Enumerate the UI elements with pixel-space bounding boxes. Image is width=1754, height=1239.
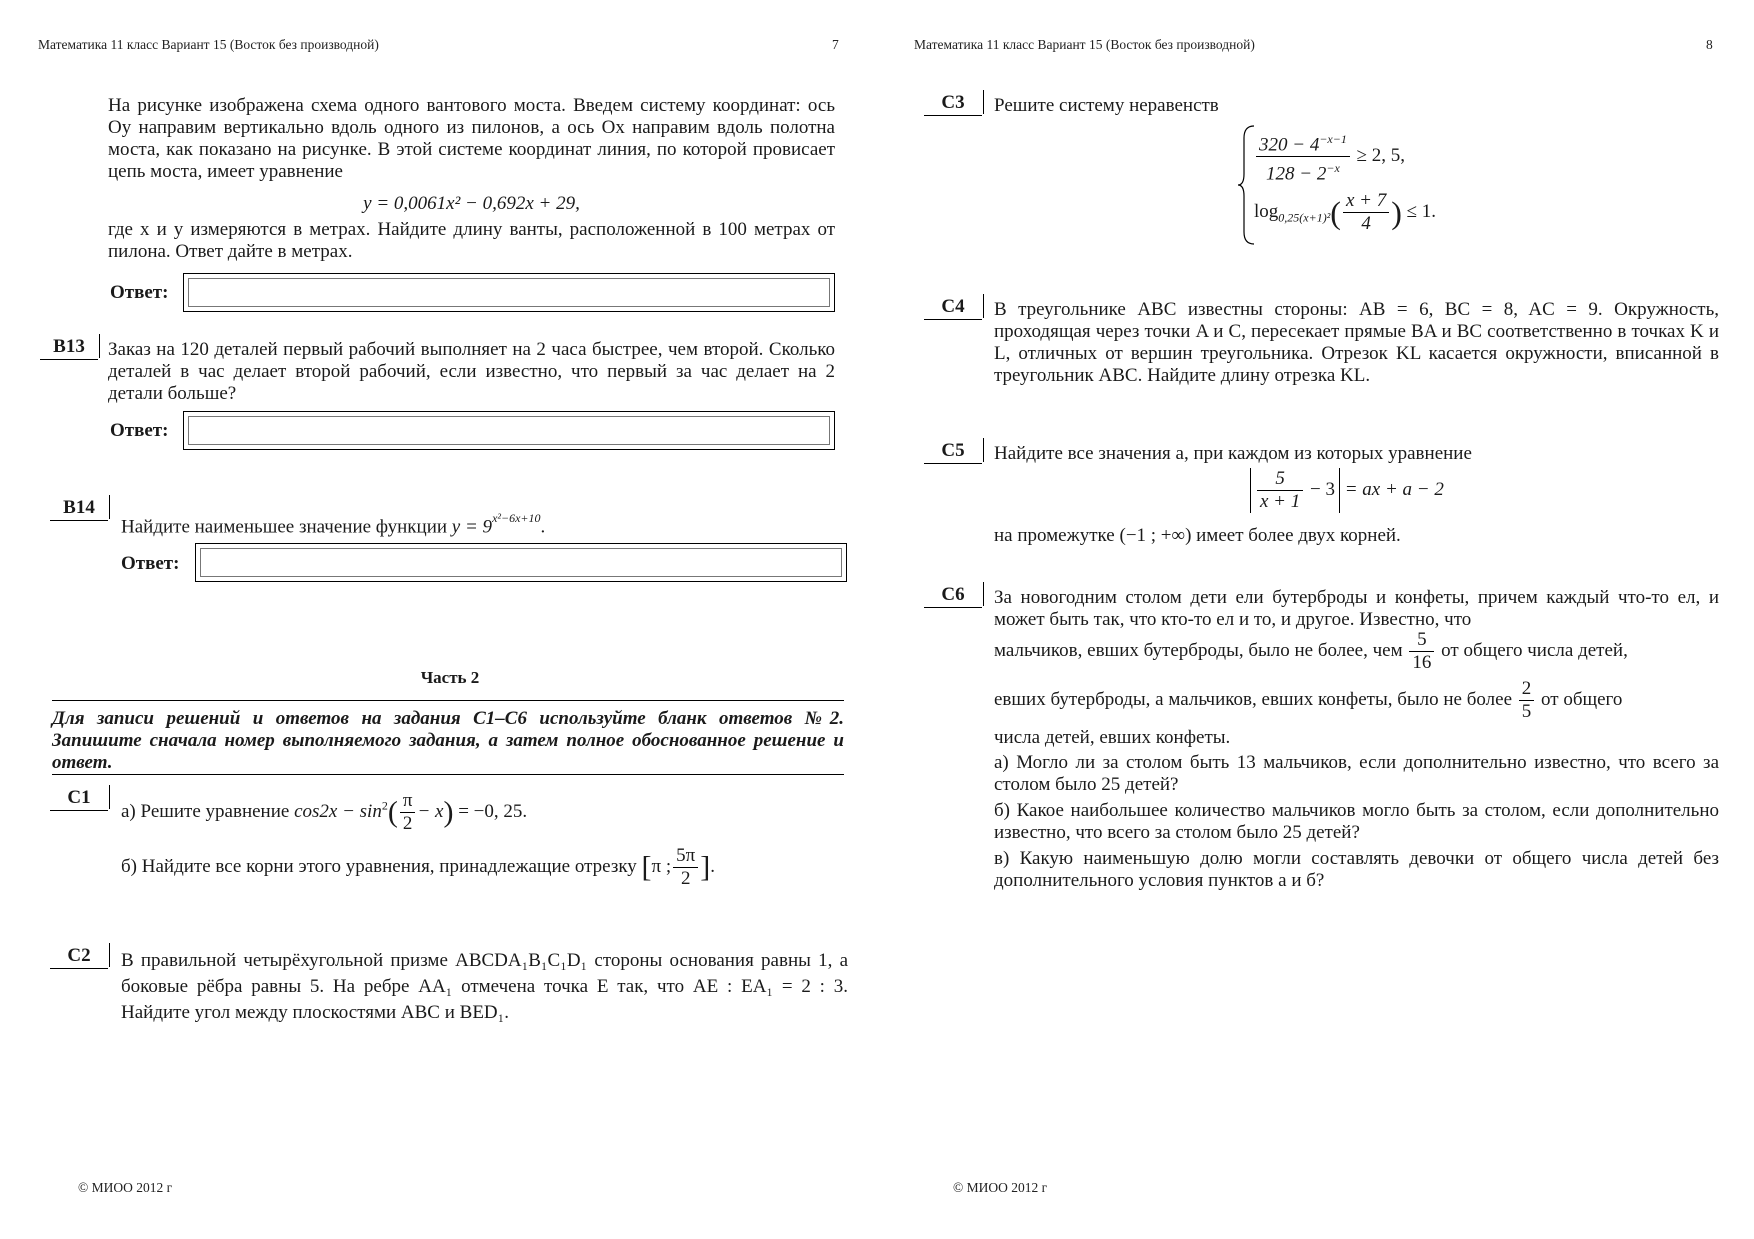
- c2-text: В правильной четырёхугольной призме ABCDA₁B₁C₁D₁ стороны основания равны 1, а боковые рёбра равны 5. На ребре AA₁ отмечена точка E так, что AE : EA₁ = 2 : 3. Найдите угол между плоскостями ABC и BED₁.: [121, 950, 848, 1023]
- c6-line2: мальчиков, евших бутерброды, было не более, чем $\frac{5}{16}$ от общего числа детей,: [994, 629, 1628, 673]
- c3-number: C3: [924, 92, 982, 116]
- b14-answer-label: Ответ:: [121, 553, 180, 574]
- c2-number: C2: [50, 945, 108, 969]
- part2-title: Часть 2: [420, 668, 480, 687]
- b14-exponent: x²−6x+10: [492, 511, 541, 525]
- c3-text: Решите систему неравенств: [994, 95, 1219, 116]
- c5-equation: $\frac{5}{x + 1}$ − 3 = ax + a − 2: [1250, 468, 1444, 513]
- c1-b-line: б) Найдите все корни этого уравнения, принадлежащие отрезку [π ; $\frac{5\pi}{2}$ ].: [121, 845, 716, 889]
- c6-text4: числа детей, евших конфеты.: [994, 727, 1231, 748]
- right-page-number: 8: [1706, 37, 1713, 52]
- b13-answer-label: Ответ:: [110, 420, 169, 441]
- c6-line3: евших бутерброды, а мальчиков, евших конфеты, было не более $\frac{2}{5}$ от общего: [994, 678, 1623, 722]
- c6-part-c: в) Какую наименьшую долю могли составлять девочки от общего числа детей без дополнительного условия пунктов а и б?: [994, 848, 1719, 891]
- c1-a-formula-1: cos2x − sin: [294, 800, 382, 822]
- c1-number: C1: [50, 787, 108, 811]
- left-header: Математика 11 класс Вариант 15 (Восток без производной): [38, 37, 379, 52]
- b12-answer-label: Ответ:: [110, 282, 169, 303]
- c4-number: C4: [924, 296, 982, 320]
- c6-text1: За новогодним столом дети ели бутерброды и конфеты, причем каждый что-то ел, и может быть так, что кто-то ел и то, и другое. Известно, что: [994, 587, 1719, 630]
- c3-ineq-2: $\log_{0,25(x+1)^2}$( $\frac{x + 7}{4}$ ) ≤ 1.: [1254, 190, 1437, 234]
- c6-part-a: а) Могло ли за столом быть 13 мальчиков, если дополнительно известно, что всего за столом было 25 детей?: [994, 752, 1719, 795]
- c1-a-line: а) Решите уравнение $\cos 2x - \sin^2$( $\frac{\pi}{2}$ − x) = −0, 25.: [121, 790, 528, 834]
- c1-a-formula-3: = −0, 25.: [458, 800, 528, 822]
- b13-text: Заказ на 120 деталей первый рабочий выполняет на 2 часа быстрее, чем второй. Сколько деталей в час делает второй рабочий, если известно, что первый за час делает на 2 детали больше?: [108, 339, 835, 404]
- c1-b-fraction: $\frac{5\pi}{2}$: [673, 845, 698, 890]
- c6-number: C6: [924, 584, 982, 608]
- c3-ineq-1: $\frac{320 - 4^{-x-1}}{128 - 2^{-x}}$ ≥ 2, 5,: [1254, 128, 1405, 186]
- c4-text: В треугольнике ABC известны стороны: AB = 6, BC = 8, AC = 9. Окружность, проходящая через точки A и C, пересекает прямые BA и BC соответственно в точках K и L, отличных от вершин треугольника. Отрезок KL касается окружности, вписанной в треугольник ABC. Найдите длину отрезка KL.: [994, 299, 1719, 386]
- c5-text2: на промежутке (−1 ; +∞) имеет более двух корней.: [994, 525, 1401, 546]
- part2-bottom-rule: [52, 774, 844, 775]
- right-header: Математика 11 класс Вариант 15 (Восток без производной): [914, 37, 1255, 52]
- b12-formula: y = 0,0061x² − 0,692x + 29,: [363, 193, 580, 214]
- b14-text: Найдите наименьшее значение функции: [121, 516, 448, 538]
- b14-line: Найдите наименьшее значение функции $y = 9^{x^2-6x+10}$.: [121, 511, 546, 538]
- c1-a-prefix: а) Решите уравнение: [121, 800, 290, 822]
- b14-formula: y = 9: [451, 516, 493, 538]
- b13-number: B13: [40, 336, 98, 360]
- part2-top-rule: [52, 700, 844, 701]
- b12-answer-box[interactable]: [183, 273, 835, 312]
- right-footer: © МИОО 2012 г: [953, 1180, 1048, 1195]
- part2-instructions: Для записи решений и ответов на задания С1–С6 используйте бланк ответов №2. Запишите сначала номер выполняемого задания, а затем полное обоснованное решение и ответ.: [52, 708, 844, 773]
- c5-text: Найдите все значения a, при каждом из которых уравнение: [994, 443, 1472, 464]
- c1-a-sup: 2: [381, 798, 388, 813]
- c6-part-b: б) Какое наибольшее количество мальчиков могло быть за столом, если дополнительно известно, что всего за столом было 25 детей?: [994, 800, 1719, 843]
- c1-a-fraction: $\frac{\pi}{2}$: [400, 790, 416, 835]
- c1-b-prefix: б) Найдите все корни этого уравнения, принадлежащие отрезку: [121, 855, 637, 877]
- b12-text2: где x и y измеряются в метрах. Найдите длину ванты, расположенной в 100 метрах от пилона. Ответ дайте в метрах.: [108, 219, 835, 262]
- left-footer: © МИОО 2012 г: [78, 1180, 173, 1195]
- left-page-number: 7: [832, 37, 839, 52]
- b14-answer-box[interactable]: [195, 543, 847, 582]
- b12-text: На рисунке изображена схема одного вантового моста. Введем систему координат: ось Oy направим вертикально вдоль одного из пилонов, а ось Ox направим вдоль полотна моста, как показано на рисунке. В этой системе координат линия, по которой провисает цепь моста, имеет уравнение: [108, 95, 835, 182]
- b13-answer-box[interactable]: [183, 411, 835, 450]
- b14-number: B14: [50, 497, 108, 521]
- c5-number: C5: [924, 440, 982, 464]
- c1-a-formula-2: − x: [417, 800, 444, 822]
- c1-b-pi: π ;: [651, 855, 672, 877]
